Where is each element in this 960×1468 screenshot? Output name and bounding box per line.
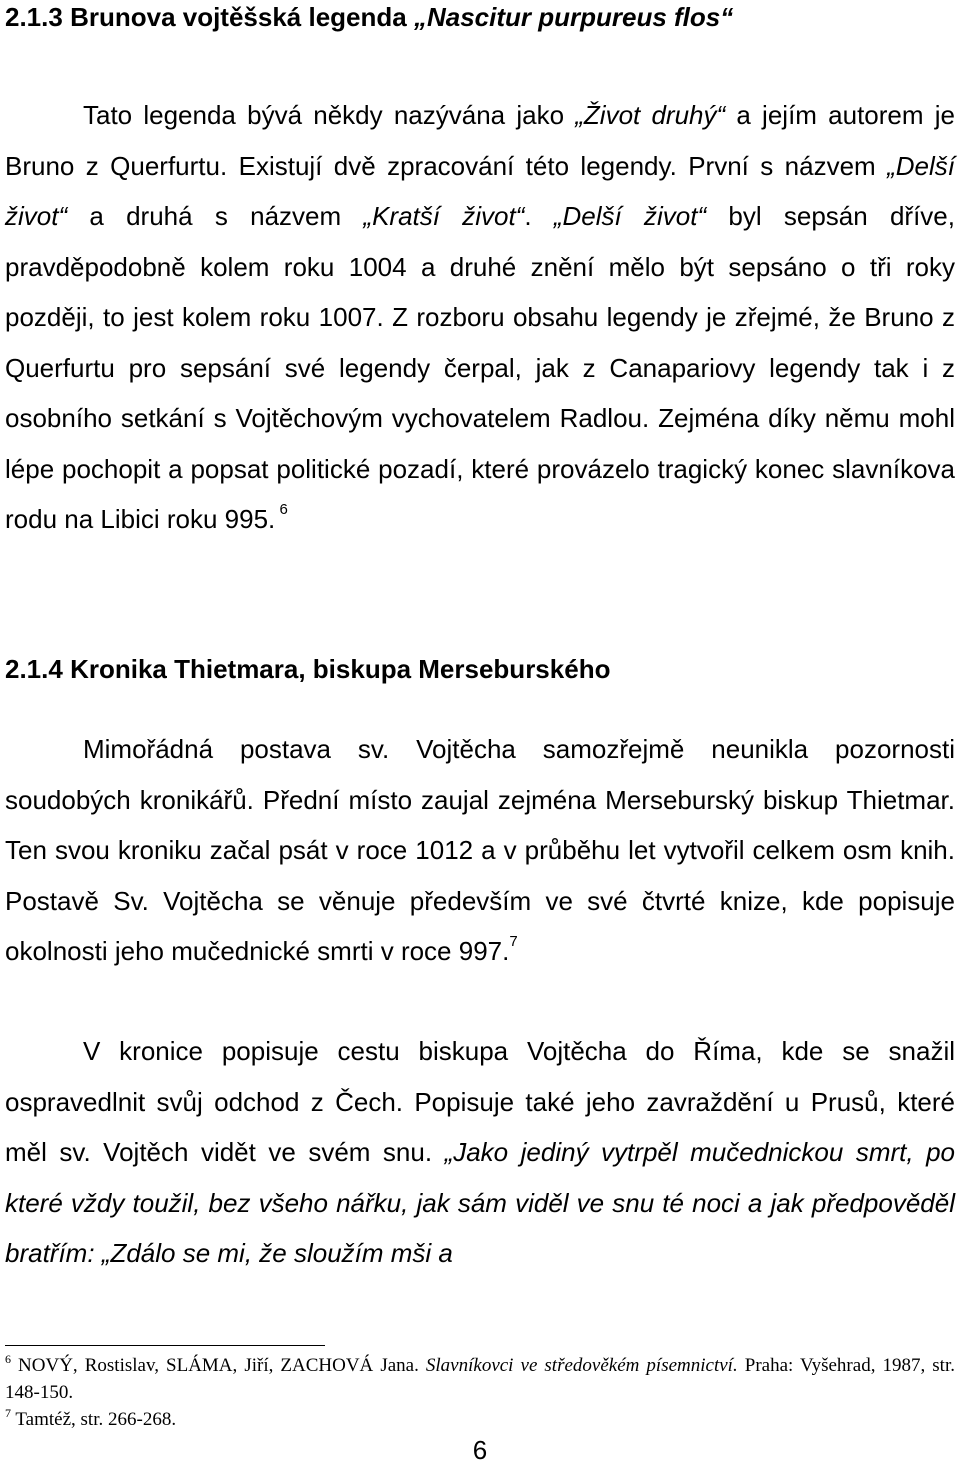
footnotes (5, 1352, 955, 1433)
paragraph-2 (5, 724, 955, 977)
footnote-separator (5, 1345, 325, 1346)
text-run: byl sepsán dříve, pravděpodobně kolem roku 1004 a druhé znění mělo být sepsáno o tři roky později, to jest kolem roku 1007. Z rozboru obsahu legendy je zřejmé, že Bruno z Querfurtu pro sepsání své legendy čerpal, jak z Canapariovy legendy tak i z osobního setkání s Vojtěchovým vychovatelem Radlou. Zejména díky němu mohl lépe pochopit a popsat politické pozadí, které provázelo tragický konec slavníkova rodu na Libici roku 995. (5, 201, 955, 534)
text-run: „Kratší život“ (363, 201, 525, 231)
text-run: „Delší život“ (5, 150, 955, 231)
paragraph-3 (5, 1026, 955, 1279)
footnote-7 (5, 1406, 955, 1433)
text-run: Mimořádná postava sv. Vojtěcha samozřejmě neunikla pozornosti soudobých kronikářů. Přední místo zaujal zejména Merseburský biskup Thietmar. Ten svou kroniku začal psát v roce 1012 a v průběhu let vytvořil celkem osm knih. Postavě Sv. Vojtěcha se věnuje především ve své čtvrté knize, kde popisuje okolnosti jeho mučednické smrti v roce 997. (5, 734, 955, 966)
text-run: „Jako jediný vytrpěl mučednickou smrt, po které vždy toužil, bez všeho nářku, jak sám viděl ve snu té noci a jak předpověděl bratřím: „Zdálo se mi, že sloužím mši a (5, 1137, 955, 1268)
text-run: 7 (509, 933, 518, 950)
footnote-run: NOVÝ, Rostislav, SLÁMA, Jiří, ZACHOVÁ Jana. (11, 1355, 426, 1376)
footnote-number: 7 (5, 1406, 11, 1420)
footnote-run: Tamtéž, str. 266-268. (11, 1409, 177, 1430)
text-run: a druhá s názvem (67, 201, 364, 231)
text-run: „Delší život“ (553, 201, 707, 231)
text-run: Tato legenda bývá někdy nazývána jako (83, 100, 576, 130)
heading-text: Brunova vojtěšská legenda (70, 2, 414, 32)
section-heading-2-1-3 (5, 0, 733, 34)
text-run: 6 (275, 501, 288, 518)
footnote-number: 6 (5, 1352, 11, 1366)
text-run: . (524, 201, 554, 231)
section-heading-2-1-4 (5, 652, 610, 686)
text-run: V kronice popisuje cestu biskupa Vojtěcha do Říma, kde se snažil ospravedlnit svůj odchod z Čech. Popisuje také jeho zavraždění u Prusů, které měl sv. Vojtěch vidět ve svém snu. (5, 1036, 955, 1167)
footnote-6 (5, 1352, 955, 1406)
paragraph-1 (5, 90, 955, 545)
text-run: „Život druhý“ (575, 100, 726, 130)
footnote-run: Praha: Vyšehrad, 1987, str. 148-150. (5, 1355, 955, 1403)
text-run: a jejím autorem je Bruno z Querfurtu. Existují dvě zpracování této legendy. První s názvem (5, 100, 955, 181)
page-number: 6 (472, 1435, 488, 1465)
heading-text: Kronika Thietmara, biskupa Merseburského (70, 654, 611, 684)
heading-number: 2.1.3 (5, 2, 63, 32)
heading-number: 2.1.4 (5, 654, 63, 684)
heading-italic: „Nascitur purpureus flos“ (413, 2, 734, 32)
footnote-run: Slavníkovci ve středověkém písemnictví. (425, 1355, 738, 1376)
